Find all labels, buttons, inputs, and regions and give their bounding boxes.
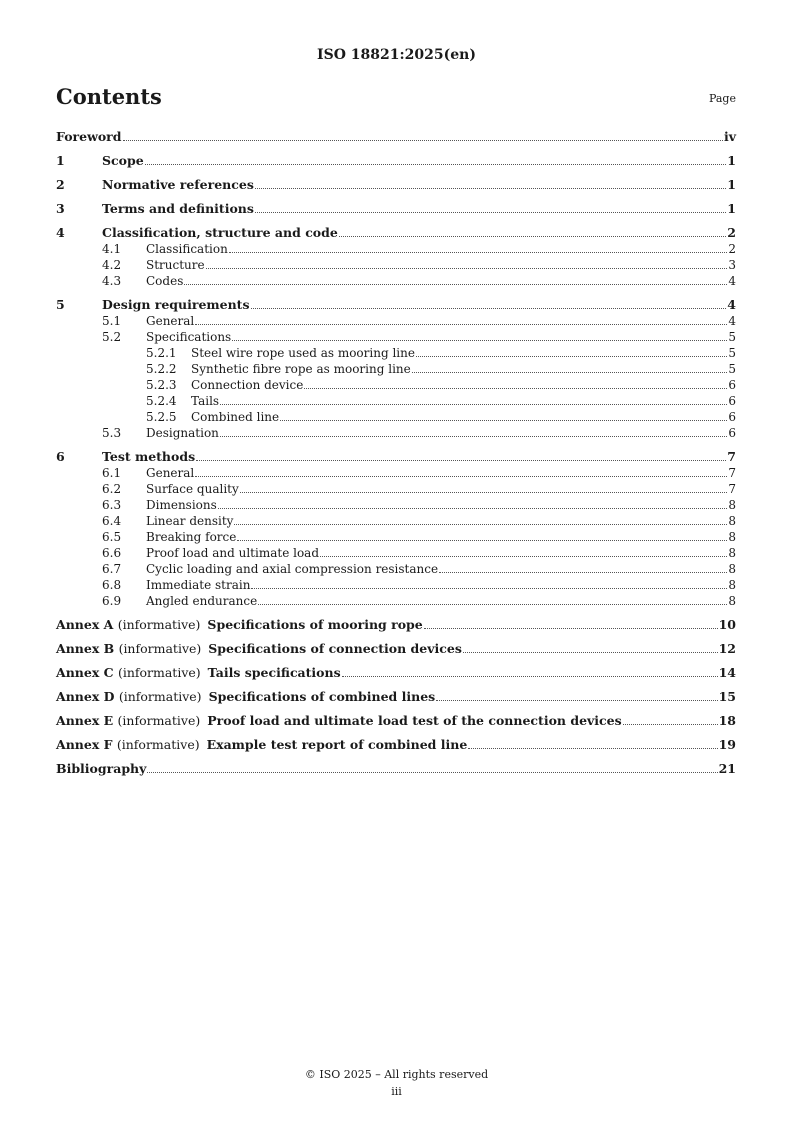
dot-leader — [229, 252, 728, 253]
toc-annex-heading — [56, 737, 467, 753]
dot-leader — [436, 700, 717, 701]
toc-entry[interactable] — [56, 177, 736, 193]
toc-entry[interactable] — [56, 513, 736, 529]
dot-leader — [280, 420, 727, 421]
dot-leader — [206, 268, 728, 269]
toc-entry[interactable] — [56, 361, 736, 377]
toc-entry-page: 2 — [728, 242, 736, 256]
toc-entry-number: 5.2.1 — [146, 346, 177, 360]
toc-annex-entry[interactable] — [56, 617, 736, 633]
annex-number: Annex D — [56, 689, 115, 704]
toc-entry-number: 3 — [56, 201, 65, 216]
annex-title: Proof load and ultimate load test of the connection devices — [207, 713, 622, 728]
toc-annex-heading — [56, 713, 622, 729]
toc-entry-number: 4.2 — [102, 258, 122, 272]
annex-number: Annex A — [56, 617, 114, 632]
toc-entry-title: Connection device — [191, 378, 304, 392]
annex-number: Annex F — [56, 737, 113, 752]
toc-entry[interactable] — [56, 481, 736, 497]
dot-leader — [251, 588, 727, 589]
toc-entry[interactable] — [56, 297, 736, 313]
toc-entry-number: 5.2.4 — [146, 394, 177, 408]
toc-entry-page: 15 — [718, 689, 736, 704]
toc-entry-title: General — [146, 466, 195, 480]
dot-leader — [237, 540, 727, 541]
toc-entry[interactable] — [56, 329, 736, 345]
toc-entry-number: 6.8 — [102, 578, 122, 592]
dot-leader — [234, 524, 727, 525]
annex-title: Specifications of combined lines — [208, 689, 436, 704]
toc-entry-page: 4 — [727, 297, 736, 312]
toc-entry-number: 5.3 — [102, 426, 122, 440]
toc-annex-entry[interactable] — [56, 665, 736, 681]
toc-entry[interactable] — [56, 529, 736, 545]
table-of-contents — [56, 129, 736, 777]
dot-leader — [218, 508, 728, 509]
toc-entry-number: 5.1 — [102, 314, 122, 328]
annex-title: Tails specifications — [207, 665, 341, 680]
document-id: ISO 18821:2025(en) — [317, 47, 476, 63]
toc-entry[interactable] — [56, 425, 736, 441]
toc-entry-page: 6 — [728, 426, 736, 440]
copyright-notice: © ISO 2025 – All rights reserved — [304, 1068, 489, 1081]
toc-entry-page: 5 — [728, 346, 736, 360]
toc-entry-page: 18 — [718, 713, 736, 728]
toc-entry-page: 8 — [728, 562, 736, 576]
toc-entry-title: Breaking force — [146, 530, 237, 544]
annex-title: Specifications of mooring rope — [207, 617, 423, 632]
annex-kind: (informative) — [116, 737, 200, 752]
toc-entry-number: 4.3 — [102, 274, 122, 288]
toc-entry[interactable] — [56, 393, 736, 409]
toc-entry-page: 8 — [728, 594, 736, 608]
toc-bibliography-entry[interactable] — [56, 761, 736, 777]
dot-leader — [220, 404, 727, 405]
toc-annex-heading — [56, 641, 462, 657]
toc-entry-page: 6 — [728, 410, 736, 424]
dot-leader — [468, 748, 717, 749]
page-number: iii — [391, 1085, 402, 1098]
dot-leader — [304, 388, 727, 389]
toc-entry-title: Cyclic loading and axial compression resistance — [146, 562, 439, 576]
dot-leader — [195, 476, 727, 477]
toc-entry[interactable] — [56, 345, 736, 361]
toc-entry-title: Steel wire rope used as mooring line — [191, 346, 415, 360]
toc-entry-title: Test methods — [102, 449, 196, 464]
toc-entry-title: Codes — [146, 274, 184, 288]
toc-entry-number: 6.6 — [102, 546, 122, 560]
toc-entry-number: 6.2 — [102, 482, 122, 496]
dot-leader — [424, 628, 718, 629]
dot-leader — [463, 652, 718, 653]
toc-entry-title: Combined line — [191, 410, 280, 424]
annex-kind: (informative) — [118, 641, 202, 656]
toc-entry-title: Surface quality — [146, 482, 239, 496]
toc-annex-entry[interactable] — [56, 641, 736, 657]
dot-leader — [184, 284, 727, 285]
toc-entry-title: General — [146, 314, 195, 328]
toc-entry[interactable] — [56, 465, 736, 481]
toc-entry-page: 6 — [728, 378, 736, 392]
toc-entry[interactable] — [56, 577, 736, 593]
toc-entry-page: 1 — [727, 201, 736, 216]
dot-leader — [439, 572, 727, 573]
toc-entry-page: 21 — [718, 761, 736, 776]
toc-entry-page: 19 — [718, 737, 736, 752]
toc-entry-title: Classification — [146, 242, 228, 256]
toc-entry[interactable] — [56, 153, 736, 169]
toc-entry[interactable] — [56, 241, 736, 257]
toc-entry[interactable] — [56, 545, 736, 561]
toc-entry-number: 5 — [56, 297, 65, 312]
toc-entry-title: Proof load and ultimate load — [146, 546, 320, 560]
toc-entry-title: Scope — [102, 153, 144, 168]
toc-annex-heading — [56, 617, 423, 633]
toc-entry-page: 7 — [728, 482, 736, 496]
toc-entry-title: Terms and definitions — [102, 201, 254, 216]
toc-entry-number: 6.9 — [102, 594, 122, 608]
dot-leader — [255, 212, 726, 213]
dot-leader — [339, 236, 726, 237]
toc-entry-title: Immediate strain — [146, 578, 251, 592]
dot-leader — [258, 604, 727, 605]
toc-entry-page: 2 — [727, 225, 736, 240]
toc-entry[interactable] — [56, 409, 736, 425]
page-column-label: Page — [708, 92, 736, 105]
toc-entry[interactable] — [56, 201, 736, 217]
toc-entry-title: Specifications — [146, 330, 232, 344]
toc-entry-number: 5.2.5 — [146, 410, 177, 424]
page-footer — [0, 1066, 793, 1100]
dot-leader — [412, 372, 728, 373]
toc-entry-number: 5.2.2 — [146, 362, 177, 376]
annex-number: Annex C — [56, 665, 114, 680]
contents-title: Contents — [56, 84, 162, 109]
toc-annex-entry[interactable] — [56, 737, 736, 753]
toc-entry[interactable] — [56, 377, 736, 393]
annex-kind: (informative) — [117, 713, 201, 728]
toc-entry-number: 6 — [56, 449, 65, 464]
toc-entry-page: 4 — [728, 314, 736, 328]
toc-entry[interactable] — [56, 497, 736, 513]
toc-entry-page: 1 — [727, 153, 736, 168]
toc-entry[interactable] — [56, 313, 736, 329]
annex-kind: (informative) — [117, 665, 201, 680]
toc-entry-number: 6.3 — [102, 498, 122, 512]
toc-entry[interactable] — [56, 561, 736, 577]
toc-entry-number: 4.1 — [102, 242, 122, 256]
toc-entry-page: 8 — [728, 530, 736, 544]
dot-leader — [416, 356, 727, 357]
dot-leader — [240, 492, 728, 493]
toc-entry-title: Design requirements — [102, 297, 250, 312]
dot-leader — [623, 724, 718, 725]
toc-entry-title: Structure — [146, 258, 205, 272]
toc-entry-number: 5.2 — [102, 330, 122, 344]
toc-entry[interactable] — [56, 225, 736, 241]
toc-entry-page: iv — [723, 129, 736, 144]
toc-entry-title: Linear density — [146, 514, 234, 528]
toc-entry-page: 3 — [728, 258, 736, 272]
toc-entry-title: Foreword — [56, 129, 122, 144]
toc-entry[interactable] — [56, 257, 736, 273]
annex-title: Example test report of combined line — [206, 737, 468, 752]
dot-leader — [320, 556, 727, 557]
toc-entry[interactable] — [56, 273, 736, 289]
toc-entry-page: 8 — [728, 514, 736, 528]
toc-entry-page: 7 — [727, 449, 736, 464]
toc-entry-title: Classification, structure and code — [102, 225, 338, 240]
toc-entry[interactable] — [56, 593, 736, 609]
dot-leader — [251, 308, 727, 309]
dot-leader — [232, 340, 727, 341]
toc-entry-number: 6.5 — [102, 530, 122, 544]
toc-annex-entry[interactable] — [56, 713, 736, 729]
annex-title: Specifications of connection devices — [208, 641, 462, 656]
dot-leader — [196, 460, 726, 461]
toc-entry-title: Designation — [146, 426, 219, 440]
toc-entry-page: 7 — [728, 466, 736, 480]
toc-entry[interactable] — [56, 129, 736, 145]
toc-entry-page: 4 — [728, 274, 736, 288]
toc-entry-title: Normative references — [102, 177, 254, 192]
dot-leader — [145, 164, 727, 165]
dot-leader — [255, 188, 726, 189]
toc-entry-title: Dimensions — [146, 498, 217, 512]
toc-entry-number: 2 — [56, 177, 65, 192]
annex-number: Annex B — [56, 641, 115, 656]
toc-entry-number: 4 — [56, 225, 65, 240]
toc-entry[interactable] — [56, 449, 736, 465]
toc-annex-heading — [56, 689, 435, 705]
toc-entry-page: 12 — [718, 641, 736, 656]
toc-entry-page: 8 — [728, 578, 736, 592]
dot-leader — [195, 324, 727, 325]
bibliography-title: Bibliography — [56, 761, 147, 776]
annex-kind: (informative) — [117, 617, 201, 632]
toc-entry-number: 6.7 — [102, 562, 122, 576]
toc-entry-page: 5 — [728, 362, 736, 376]
toc-entry-page: 1 — [727, 177, 736, 192]
dot-leader — [123, 140, 723, 141]
dot-leader — [147, 772, 717, 773]
annex-kind: (informative) — [118, 689, 202, 704]
toc-entry-page: 6 — [728, 394, 736, 408]
toc-annex-entry[interactable] — [56, 689, 736, 705]
toc-entry-number: 6.1 — [102, 466, 122, 480]
toc-entry-number: 6.4 — [102, 514, 122, 528]
toc-entry-number: 1 — [56, 153, 65, 168]
toc-entry-number: 5.2.3 — [146, 378, 177, 392]
toc-annex-heading — [56, 665, 341, 681]
dot-leader — [342, 676, 718, 677]
annex-number: Annex E — [56, 713, 114, 728]
toc-entry-page: 8 — [728, 546, 736, 560]
dot-leader — [220, 436, 727, 437]
toc-entry-page: 8 — [728, 498, 736, 512]
toc-entry-page: 5 — [728, 330, 736, 344]
toc-entry-title: Tails — [191, 394, 220, 408]
toc-entry-title: Angled endurance — [146, 594, 258, 608]
toc-entry-page: 14 — [718, 665, 736, 680]
toc-entry-title: Synthetic fibre rope as mooring line — [191, 362, 411, 376]
toc-entry-page: 10 — [718, 617, 736, 632]
